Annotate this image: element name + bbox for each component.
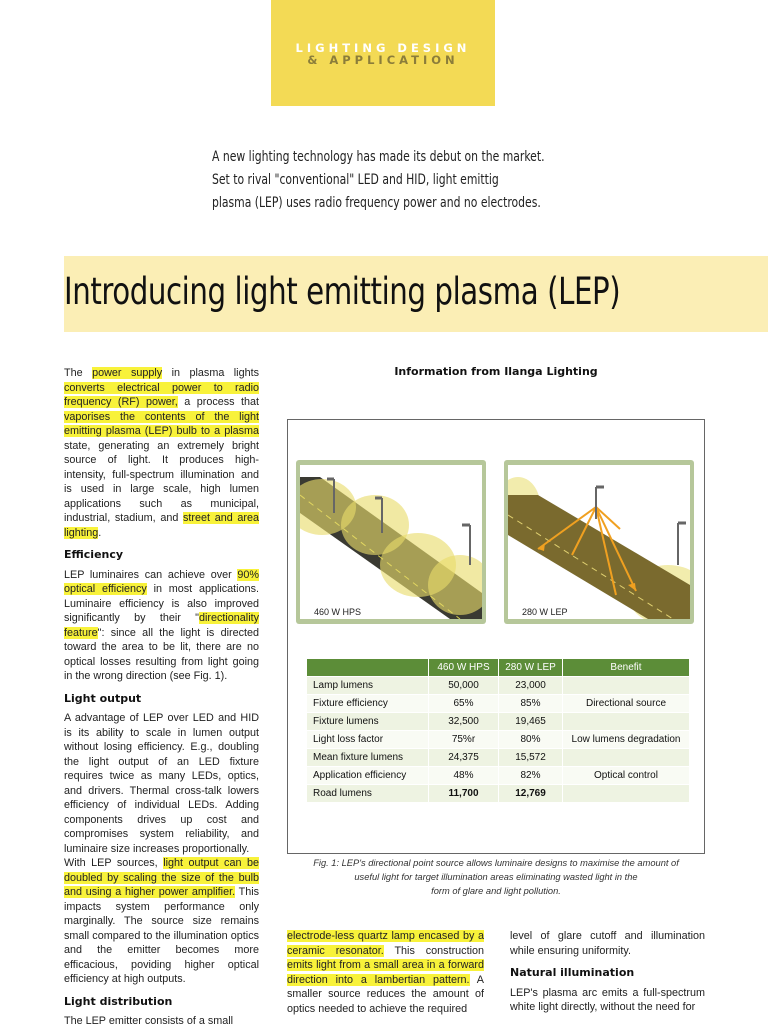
hps-label: 460 W HPS [314, 607, 362, 617]
figure-title: Information from Ilanga Lighting [394, 365, 598, 378]
table-cell: 48% [429, 767, 499, 785]
highlighted-text: emits light from a small area in a forward direction into a lambertian pattern. [287, 959, 484, 986]
text-run: The LEP emitter consists of a small [64, 1015, 234, 1024]
table-cell: 32,500 [429, 713, 499, 731]
body-paragraph [64, 568, 259, 684]
table-header-cell: Benefit [563, 659, 690, 677]
caption-line: Fig. 1: LEP's directional point source allows luminaire designs to maximise the amount of [313, 858, 679, 868]
comparison-table-wrapper [298, 654, 692, 808]
text-run: state, generating an extremely bright source of light. It produces high-intensity, full-spectrum illumination and is used in large scale, high lumen applications such as municipal, industrial, stadium, and [64, 439, 259, 524]
table-cell: 75%r [429, 731, 499, 749]
table-cell: 82% [499, 767, 563, 785]
table-cell: Fixture efficiency [307, 695, 429, 713]
text-run: This construction [383, 944, 484, 957]
highlighted-text: converts electrical power to radio frequency (RF) power, [64, 381, 259, 408]
body-paragraph: LEP's plasma arc emits a full-spectrum white light directly, without the need for [510, 986, 705, 1013]
highlighted-text: light output can be doubled by scaling the size of the bulb and using a higher power amplifier. [64, 857, 259, 898]
text-run: in plasma lights [162, 367, 259, 379]
body-paragraph [64, 366, 259, 540]
text-run: With LEP sources, [64, 857, 164, 869]
table-body [307, 677, 690, 803]
hps-illustration-panel [296, 460, 486, 624]
comparison-table [306, 658, 690, 803]
table-header-row [307, 659, 690, 677]
section-heading-light-distribution: Light distribution [64, 994, 173, 1008]
highlighted-text: directionality feature [64, 612, 259, 639]
table-cell [563, 713, 690, 731]
table-cell: Application efficiency [307, 767, 429, 785]
table-row [307, 677, 690, 695]
table-cell: Directional source [563, 695, 690, 713]
text-run: LEP luminaires can achieve over [64, 568, 238, 581]
banner-line-1: LIGHTING DESIGN [295, 41, 471, 55]
lep-label: 280 W LEP [522, 607, 568, 617]
title-bar [64, 256, 768, 332]
table-cell: 11,700 [429, 785, 499, 803]
lep-illustration-panel [504, 460, 694, 624]
highlighted-text: 90% optical efficiency [64, 568, 259, 595]
text-run: This impacts system performance only marginally. The source size remains small compared to the illumination optics and the emitter becomes more efficacious, poviding higher optical efficiency at high outputs. [64, 886, 260, 985]
table-cell: Optical control [563, 767, 690, 785]
table-cell: 23,000 [499, 677, 563, 695]
table-cell: 80% [499, 731, 563, 749]
table-cell: 85% [499, 695, 563, 713]
table-cell: 50,000 [429, 677, 499, 695]
table-cell [563, 749, 690, 767]
section-heading-light-output: Light output [64, 691, 142, 705]
right-column [510, 929, 705, 1015]
body-paragraph: level of glare cutoff and illumination while ensuring uniformity. [510, 930, 705, 957]
table-cell: Light loss factor [307, 731, 429, 749]
table-row [307, 695, 690, 713]
section-heading-natural-illumination: Natural illumination [510, 966, 635, 979]
text-run: in most applications. Luminaire efficiency is also improved significantly by their " [64, 583, 259, 624]
figure-caption [287, 856, 705, 898]
body-paragraph [64, 711, 259, 856]
table-cell: 15,572 [499, 749, 563, 767]
caption-line: useful light for target illumination areas eliminating wasted light in the [354, 872, 638, 882]
table-cell [563, 677, 690, 695]
intro-line: plasma (LEP) uses radio frequency power and no electrodes. [212, 195, 541, 211]
table-cell: Road lumens [307, 785, 429, 803]
text-run: A smaller source reduces the amount of optics needed to achieve the required [287, 973, 484, 1015]
table-cell: Low lumens degradation [563, 731, 690, 749]
table-cell: Mean fixture lumens [307, 749, 429, 767]
table-cell: 24,375 [429, 749, 499, 767]
article-title: Introducing light emitting plasma (LEP) [64, 270, 621, 313]
table-row [307, 785, 690, 803]
text-run: . [98, 526, 102, 539]
table-row [307, 767, 690, 785]
text-run: a process that [177, 396, 259, 408]
lep-road-illustration [508, 465, 690, 619]
body-paragraph [64, 1014, 259, 1024]
middle-column [287, 929, 484, 1016]
table-cell: 65% [429, 695, 499, 713]
left-column [64, 366, 259, 1024]
table-header-cell: 280 W LEP [499, 659, 563, 677]
table-row [307, 713, 690, 731]
highlighted-text: electrode-less quartz lamp encased by a ceramic resonator. [287, 930, 484, 957]
table-row [307, 731, 690, 749]
table-header-cell: 460 W HPS [429, 659, 499, 677]
text-run: ": since all the light is directed toward the area to be lit, there are no optical losses resulting from light going in the wrong direction (see Fig. 1). [64, 626, 259, 682]
table-header-cell [307, 659, 429, 677]
section-heading-efficiency: Efficiency [64, 548, 124, 561]
section-banner [271, 0, 495, 106]
body-paragraph [287, 929, 484, 1016]
table-cell: Lamp lumens [307, 677, 429, 695]
table-cell: 19,465 [499, 713, 563, 731]
highlighted-text: vaporises the contents of the light emitting plasma (LEP) bulb to a plasma [64, 410, 259, 437]
intro-line: A new lighting technology has made its debut on the market. [212, 149, 545, 165]
hps-road-illustration [300, 465, 482, 619]
table-cell: 12,769 [499, 785, 563, 803]
text-run: A advantage of LEP over LED and HID is its ability to scale in lumen output without losing efficiency. E.g., doubling the light output of an LED fixture requires twice as many LEDs, optics, and drivers. Thermal cross-talk lowers efficiency of individual LEDs. Adding components drives up cost and compromises system reliability, and luminaire size increases proportionally. [64, 712, 259, 855]
table-row [307, 749, 690, 767]
highlighted-text: power supply [92, 367, 163, 379]
intro-standfirst [212, 146, 545, 215]
text-run: The [64, 367, 93, 379]
table-cell: Fixture lumens [307, 713, 429, 731]
figure-box [287, 419, 705, 854]
body-paragraph [64, 856, 259, 987]
banner-line-2: & APPLICATION [307, 53, 459, 67]
caption-line: form of glare and light pollution. [431, 886, 561, 896]
table-cell [563, 785, 690, 803]
intro-line: Set to rival "conventional" LED and HID, light emittig [212, 172, 499, 188]
highlighted-text: street and area lighting [64, 512, 259, 539]
